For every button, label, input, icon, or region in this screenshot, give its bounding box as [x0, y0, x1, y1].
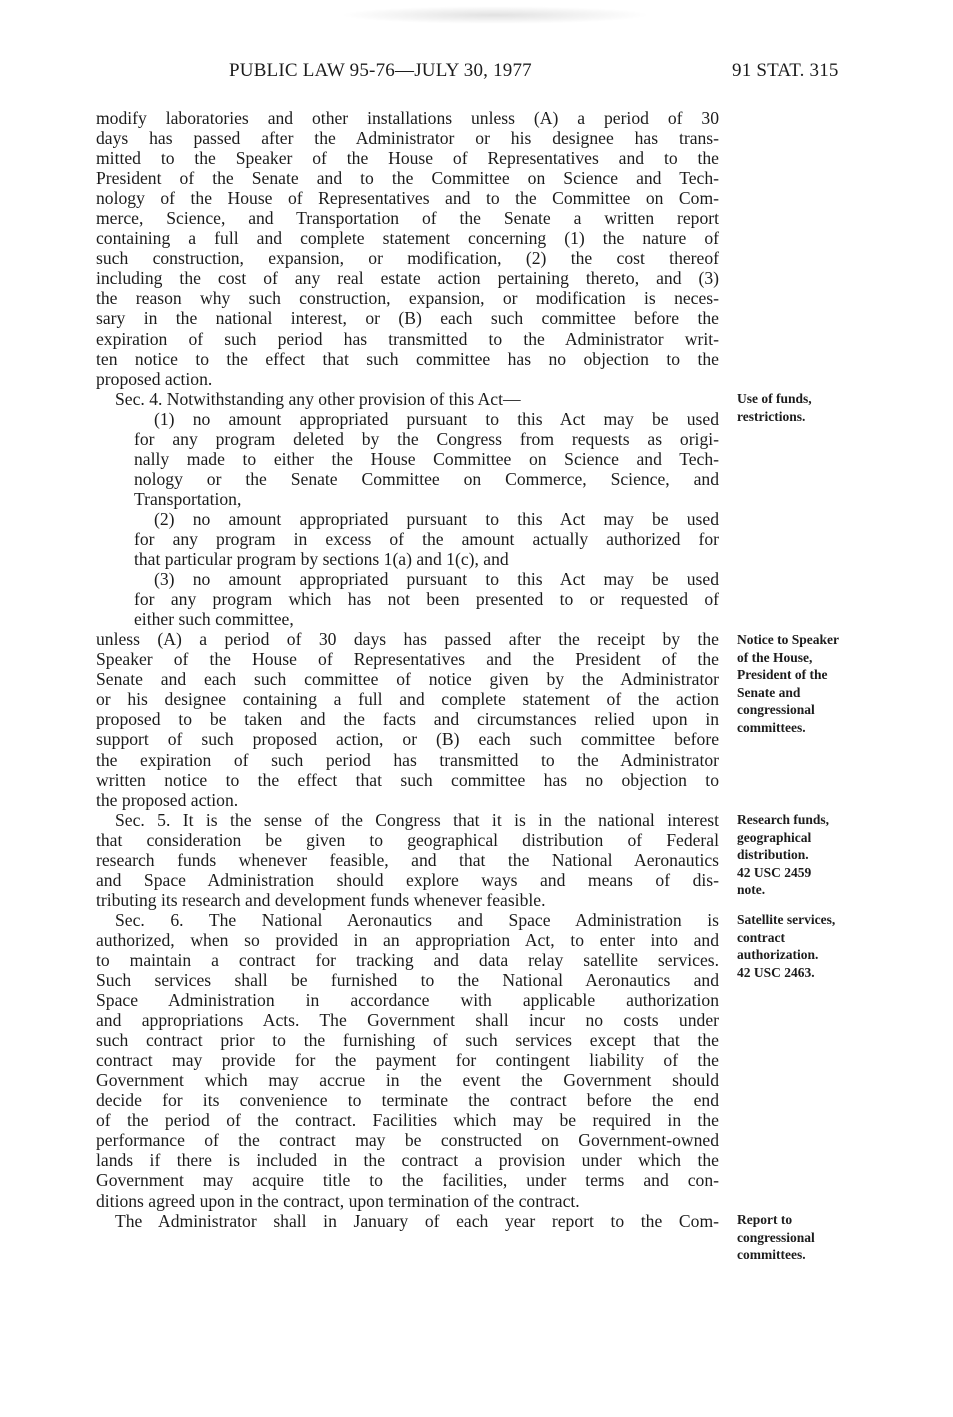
- text-line: for any program in excess of the amount actually authorized for: [134, 528, 719, 549]
- text-line: (2) no amount appropriated pursuant to this Act may be used: [154, 508, 719, 529]
- margin-note-report-to-committees: [737, 1211, 877, 1264]
- text-line: either such committee,: [134, 609, 294, 630]
- text-line: (1) no amount appropriated pursuant to this Act may be used: [154, 408, 719, 429]
- text-line: nally made to either the House Committee on Science and Tech-: [134, 448, 719, 469]
- margin-note-line: note.: [737, 882, 766, 897]
- text-line: that consideration be given to geographical distribution of Federal: [96, 829, 719, 850]
- margin-note-line: President of the: [737, 667, 828, 682]
- text-line: performance of the contract may be constructed on Government-owned: [96, 1130, 719, 1151]
- margin-note-research-funds: [737, 811, 877, 899]
- text-line: sary in the national interest, or (B) each such committee before the: [96, 308, 719, 329]
- margin-note-line: geographical: [737, 829, 812, 845]
- margin-note-line: congressional: [737, 1229, 815, 1245]
- text-line: written notice to the effect that such committee has no objection to: [96, 769, 719, 790]
- text-line: such contract prior to the furnishing of such services except that the: [96, 1030, 719, 1051]
- margin-note-line: contract: [737, 929, 785, 945]
- margin-note-line: congressional: [737, 702, 815, 717]
- text-line: decide for its convenience to terminate the contract before the end: [96, 1090, 719, 1111]
- text-line: Government which may accrue in the event the Government should: [96, 1070, 719, 1091]
- margin-note-satellite-services: [737, 911, 877, 981]
- section-5-heading-line: Sec. 5. It is the sense of the Congress that it is in the national interest: [115, 809, 719, 830]
- section-4-heading-line: Sec. 4. Notwithstanding any other provision of this Act—: [115, 388, 521, 409]
- text-line: ditions agreed upon in the contract, upon termination of the contract.: [96, 1190, 580, 1211]
- text-line: for any program deleted by the Congress from requests as origi-: [134, 428, 719, 449]
- margin-note-line: Senate and: [737, 684, 801, 700]
- margin-note-line: Report to: [737, 1212, 793, 1227]
- text-line: that particular program by sections 1(a) and 1(c), and: [134, 549, 509, 570]
- text-line: lands if there is included in the contract a provision under which the: [96, 1150, 719, 1171]
- text-line: authorized, when so provided in an appropriation Act, to enter into and: [96, 929, 719, 950]
- text-line: proposed action.: [96, 368, 213, 389]
- text-line: Such services shall be furnished to the National Aeronautics and: [96, 970, 719, 991]
- margin-note-use-of-funds: [737, 390, 877, 425]
- text-line: modify laboratories and other installations unless (A) a period of 30: [96, 108, 719, 128]
- text-line: contract may provide for the payment for contingent liability of the: [96, 1050, 719, 1071]
- text-line: Transportation,: [134, 488, 242, 509]
- text-line: President of the Senate and to the Committee on Science and Tech-: [96, 168, 719, 189]
- margin-note-line: 42 USC 2459: [737, 864, 812, 880]
- text-line: containing a full and complete statement concerning (1) the nature of: [96, 228, 719, 249]
- text-line: Space Administration in accordance with applicable authorization: [96, 990, 719, 1011]
- text-line: and Space Administration should explore ways and means of dis-: [96, 869, 719, 890]
- text-line: of the period of the contract. Facilities which may be required in the: [96, 1110, 719, 1131]
- text-line: such construction, expansion, or modification, (2) the cost thereof: [96, 248, 719, 269]
- statute-page-reference: 91 STAT. 315: [732, 60, 839, 81]
- margin-note-line: committees.: [737, 719, 806, 735]
- margin-note-line: 42 USC 2463.: [737, 964, 815, 980]
- margin-note-line: Satellite services,: [737, 912, 836, 927]
- margin-note-line: distribution.: [737, 847, 809, 862]
- text-line: nology of the House of Representatives and to the Committee on Com-: [96, 188, 719, 209]
- margin-note-line: committees.: [737, 1247, 806, 1262]
- text-line: to maintain a contract for tracking and data relay satellite services.: [96, 949, 719, 970]
- text-line: ten notice to the effect that such committee has no objection to the: [96, 348, 719, 369]
- margin-note-notice-to-speaker: [737, 631, 877, 736]
- text-line: The Administrator shall in January of each year report to the Com-: [115, 1210, 719, 1231]
- text-line: Speaker of the House of Representatives and the President of the: [96, 649, 719, 670]
- text-line: (3) no amount appropriated pursuant to this Act may be used: [154, 569, 719, 590]
- running-head: PUBLIC LAW 95-76—JULY 30, 1977: [229, 60, 532, 81]
- margin-note-line: Notice to Speaker: [737, 632, 839, 647]
- text-line: including the cost of any real estate action pertaining thereto, and (3): [96, 268, 719, 289]
- text-line: for any program which has not been presented to or requested of: [134, 589, 719, 610]
- section-6-heading-line: Sec. 6. The National Aeronautics and Space Administration is: [115, 909, 719, 930]
- body-text: [96, 108, 719, 1231]
- text-line: and appropriations Acts. The Government shall incur no costs under: [96, 1010, 719, 1031]
- text-line: the expiration of such period has transmitted to the Administrator: [96, 749, 719, 770]
- text-line: Government may acquire title to the facilities, under terms and con-: [96, 1170, 719, 1191]
- text-line: expiration of such period has transmitted to the Administrator writ-: [96, 328, 719, 349]
- margin-note-line: authorization.: [737, 947, 819, 962]
- text-line: support of such proposed action, or (B) each such committee before: [96, 729, 719, 750]
- margin-note-line: Research funds,: [737, 812, 830, 827]
- text-line: the reason why such construction, expansion, or modification is neces-: [96, 288, 719, 309]
- margin-note-line: Use of funds,: [737, 391, 812, 406]
- text-line: unless (A) a period of 30 days has passed after the receipt by the: [96, 629, 719, 650]
- margin-note-line: of the House,: [737, 649, 813, 665]
- text-line: merce, Science, and Transportation of the Senate a written report: [96, 208, 719, 229]
- text-line: mitted to the Speaker of the House of Representatives and to the: [96, 148, 719, 169]
- scan-smudge: [340, 6, 650, 24]
- text-line: nology or the Senate Committee on Commerce, Science, and: [134, 468, 719, 489]
- margin-note-line: restrictions.: [737, 408, 806, 424]
- text-line: Senate and each such committee of notice given by the Administrator: [96, 669, 719, 690]
- text-line: or his designee containing a full and complete statement of the action: [96, 689, 719, 710]
- text-line: the proposed action.: [96, 789, 239, 810]
- text-line: research funds whenever feasible, and that the National Aeronautics: [96, 849, 719, 870]
- text-line: tributing its research and development funds whenever feasible.: [96, 889, 546, 910]
- text-line: days has passed after the Administrator or his designee has trans-: [96, 128, 719, 149]
- text-line: proposed to be taken and the facts and circumstances relied upon in: [96, 709, 719, 730]
